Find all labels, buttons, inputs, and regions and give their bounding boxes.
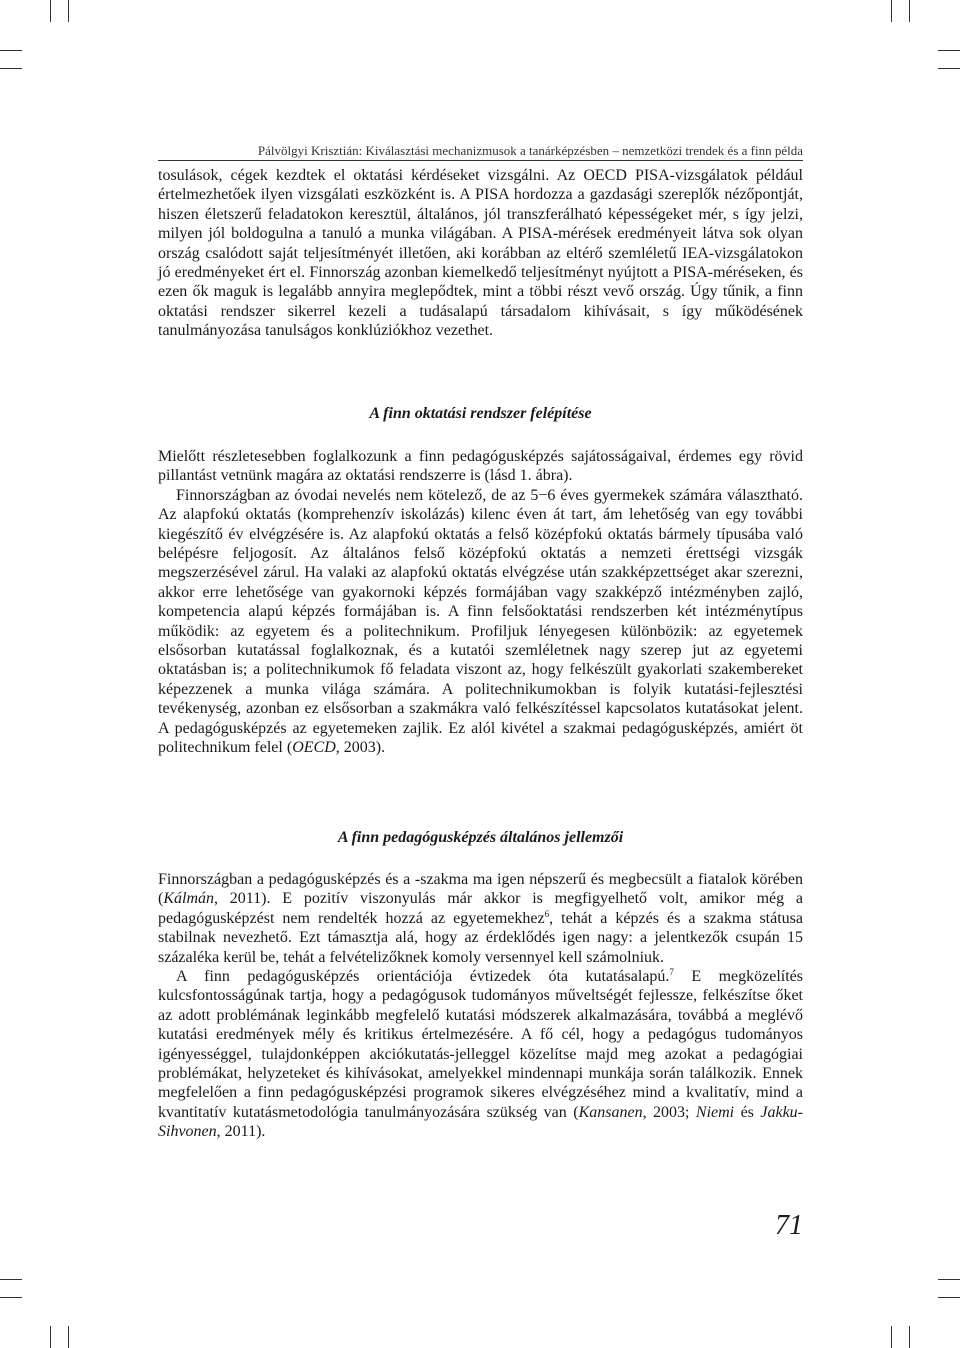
citation: Kansanen [578,1103,643,1121]
crop-mark [68,0,69,22]
crop-mark [50,1326,51,1348]
crop-mark [891,0,892,22]
crop-mark [68,1326,69,1348]
section-heading-1: A finn oktatási rendszer felépítése [369,405,592,422]
crop-mark [0,50,22,51]
footnote-marker: 6 [544,908,550,919]
crop-mark [938,1279,960,1280]
page-number: 71 [775,1210,803,1241]
intro-block [158,166,803,341]
citation: Kálmán [163,890,214,908]
crop-mark [909,0,910,22]
running-header: Pálvölgyi Krisztián: Kiválasztási mechanizmusok a tanárképzésben – nemzetközi trendek és a finn példa [257,143,803,158]
crop-mark [0,68,22,69]
crop-mark [0,1297,22,1298]
section-heading-2: A finn pedagógusképzés általános jellemzői [337,829,624,846]
crop-mark [938,68,960,69]
crop-mark [0,1279,22,1280]
crop-mark [50,0,51,22]
footnote-marker: 7 [669,967,674,978]
crop-mark [909,1326,910,1348]
citation: Jakku-Sihvonen [158,1103,803,1141]
citation: OECD [292,739,336,757]
section-1-paragraph-1: Mielőtt részletesebben foglalkozunk a finn pedagógusképzés sajátosságaival, érdemes egy rövid pillantást vetnünk magára az oktatási rendszerre is (lásd 1. ábra). [158,448,803,485]
crop-mark [938,1297,960,1298]
header-rule [158,160,803,161]
intro-paragraph: tosulások, cégek kezdtek el oktatási kérdéseket vizsgálni. Az OECD PISA-vizsgálatok például értelmezhetőek ilyen vizsgálati eszközként is. A PISA hordozza a gazdasági szereplők nézőpontját, hiszen életszerű feladatokon keresztül, általános, jól transzferálható képességeket mér, s így jelzi, milyen jól boldogulna a tanuló a munka világában. A PISA-mérések eredményeit látva sok olyan ország csalódott saját teljesítményét illetően, aki korábban az eltérő szemléletű IEA-vizsgálatokon jó eredményeket ért el. Finnország azonban kiemelkedő teljesítményt nyújtott a PISA-méréseken, és ezen ők maguk is legalább annyira meglepődtek, mint a többi részt vevő ország. Úgy tűnik, a finn oktatási rendszer sikerrel kezeli a tudásalapú társadalom kihívásait, s így működésének tanulmányozása tanulságos konklúziókhoz vezethet. [158,167,803,340]
citation: Niemi [695,1103,735,1121]
section-1-body [158,447,803,758]
section-1-paragraph-2: Finnországban az óvodai nevelés nem kötelező, de az 5−6 éves gyermekek számára választható. Az alapfokú oktatás (komprehenzív iskolázás) kilenc éven át tart, ám lehetőség van egy további kiegészítő év elvégzésére is. Az alapfokú oktatás a felső középfokú oktatás bármely típusába való belépésre feljogosít. Az általános felső középfokú oktatás a nemzeti érettségi vizsgák megszerzésével zárul. Ha valaki az alapfokú oktatás elvégzése után szakképzettséget akar szerezni, akkor erre lehetősége van gyakornoki képzés formájában vagy szakképző intézményben zajló, kompetencia alapú képzés formájában is. A finn felsőoktatási rendszerben két intézménytípus működik: az egyetem és a politechnikum. Profiljuk lényegesen különbözik: az egyetemek elsősorban kutatással foglalkoznak, és a kutatói szemléletnek nagy szerep jut az egyetemi oktatásban is; a politechnikumok fő feladata viszont az, hogy felkészült gyakorlati szakembereket képezzenek a munka világa számára. A politechnikumokban is folyik kutatási-fejlesztési tevékenység, azonban ez elsősorban a szakmákra való felkészítéssel kapcsolatos kutatásokat jelent. A pedagógusképzés az egyetemeken zajlik. Ez alól kivétel a szakmai pedagógusképzés, amiért öt politechnikum felel (OECD, 2003). [158,486,803,757]
section-2-paragraph-2: A finn pedagógusképzés orientációja évtizedek óta kutatásalapú.$^7$ E megközelítés kulcsfontosságúnak tartja, hogy a pedagógusok tudományos műveltségét fejlessze, felkészítse őket az adott problémának leginkább megfelelő kutatási módszerek alkalmazására, továbbá a meglévő kutatási eredmények mély és kritikus értelmezésére. A fő cél, hogy a pedagógus tudományos igényességgel, tulajdonképpen akciókutatás-jelleggel közelítse majd meg azokat a pedagógiai problémákat, helyzeteket és kihívásokat, amelyekkel mindennapi munkája során találkozik. Ennek megfelelően a finn pedagógusképzési programok sikeres elvégzéséhez mind a kvalitatív, mind a kvantitatív kutatásmetodológia tanulmányozására szükség van (Kansanen, 2003; Niemi és Jakku-Sihvonen, 2011). [158,967,804,1141]
crop-mark [891,1326,892,1348]
section-2-body [158,870,803,1142]
crop-mark [938,50,960,51]
section-2-paragraph-1: Finnországban a pedagógusképzés és a -szakma ma igen népszerű és megbecsült a fiatalok körében (Kálmán, 2011). E pozitív viszonyulás már akkor is megfigyelhető volt, amikor még a pedagógusképzést nem rendelték hozzá az egyetemekhez$^6$, tehát a képzés és a szakma státusa stabilnak nevezhető. Ezt támasztja alá, hogy az érdeklődés igen nagy: a jelentkezők csupán 15 százaléka kerül be, tehát a felvételizőknek komoly versennyel kell számolniuk. [158,871,803,966]
